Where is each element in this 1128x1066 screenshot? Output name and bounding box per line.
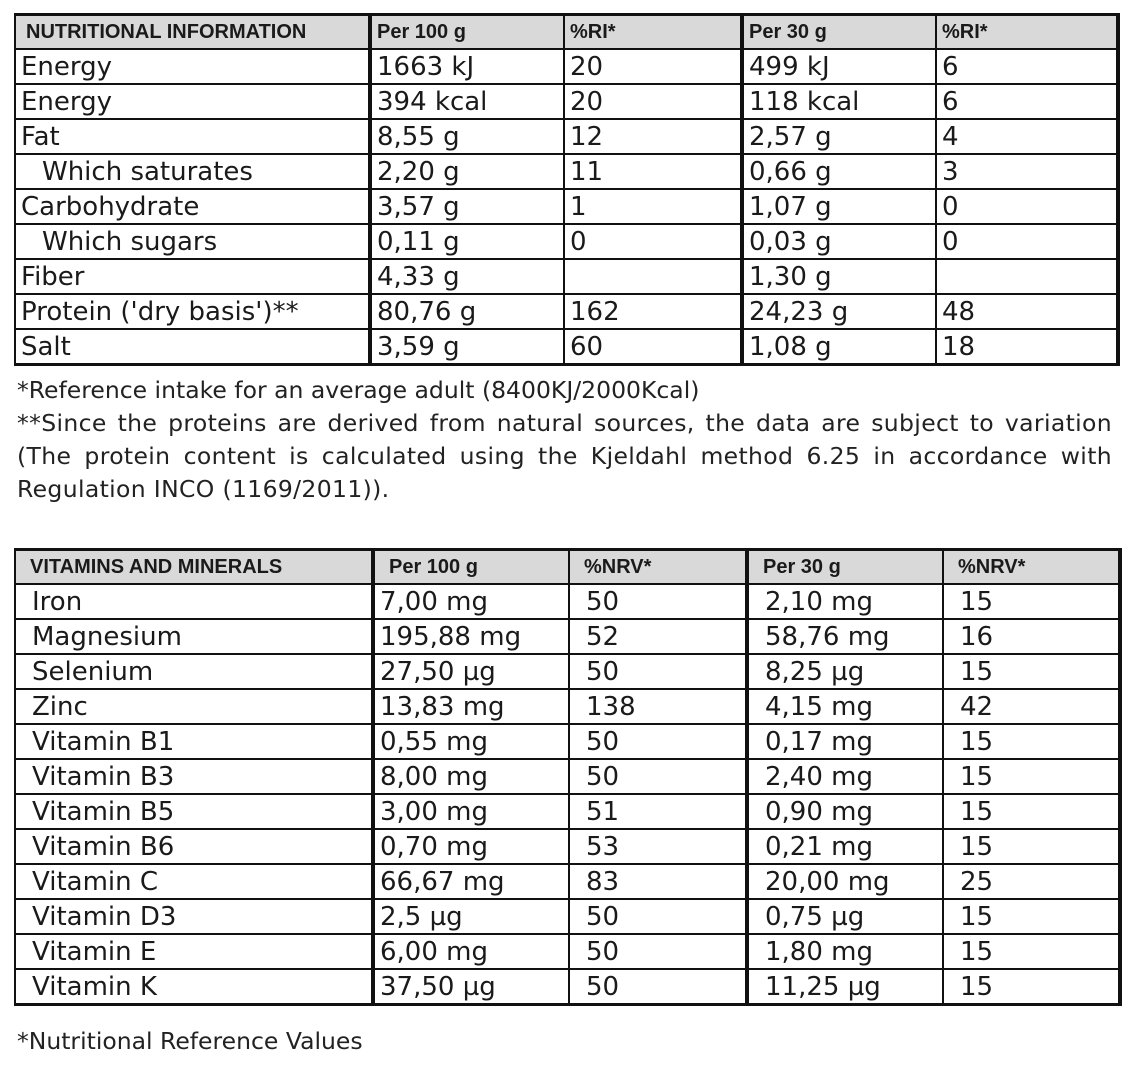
nrv100-value: 50: [569, 654, 747, 689]
ri100-value: 162: [564, 294, 742, 329]
ri30-value: 48: [936, 294, 1118, 329]
per100-value: 80,76 g: [370, 294, 564, 329]
per100-value: 0,55 mg: [373, 724, 569, 759]
ri100-value: 20: [564, 49, 742, 84]
ri100-value: 12: [564, 119, 742, 154]
vitamin-row: [15, 864, 1120, 899]
nrv30-value: 15: [943, 794, 1120, 829]
vitamin-row: [15, 584, 1120, 619]
nrv30-value: 42: [943, 689, 1120, 724]
nrv30-value: 15: [943, 654, 1120, 689]
nutrition-col-ri100: %RI*: [564, 15, 742, 50]
ri30-value: 6: [936, 49, 1118, 84]
per100-value: 37,50 µg: [373, 969, 569, 1005]
per100-value: 394 kcal: [370, 84, 564, 119]
ri30-value: 0: [936, 189, 1118, 224]
vitamin-label: Vitamin D3: [15, 899, 373, 934]
vitamin-label: Iron: [15, 584, 373, 619]
nrv100-value: 53: [569, 829, 747, 864]
per30-value: 499 kJ: [742, 49, 936, 84]
nutrient-label: Which sugars: [15, 224, 370, 259]
vitamin-label: Vitamin B3: [15, 759, 373, 794]
per30-value: 1,30 g: [742, 259, 936, 294]
vitamin-row: [15, 969, 1120, 1005]
per30-value: 58,76 mg: [747, 619, 943, 654]
nrv100-value: 51: [569, 794, 747, 829]
per30-value: 118 kcal: [742, 84, 936, 119]
vitamin-row: [15, 724, 1120, 759]
nrv100-value: 50: [569, 899, 747, 934]
per100-value: 66,67 mg: [373, 864, 569, 899]
vitamins-col-nrv30: %NRV*: [943, 550, 1120, 585]
per100-value: 1663 kJ: [370, 49, 564, 84]
vitamin-row: [15, 934, 1120, 969]
per100-value: 3,00 mg: [373, 794, 569, 829]
nutrient-label: Energy: [15, 49, 370, 84]
nutrient-label: Which saturates: [15, 154, 370, 189]
nrv100-value: 52: [569, 619, 747, 654]
ri100-value: 1: [564, 189, 742, 224]
nutrition-row: [15, 84, 1118, 119]
vitamin-row: [15, 829, 1120, 864]
vitamins-col-per30: Per 30 g: [747, 550, 943, 585]
nutrition-row: [15, 154, 1118, 189]
per30-value: 0,90 mg: [747, 794, 943, 829]
per30-value: 0,21 mg: [747, 829, 943, 864]
nrv100-value: 138: [569, 689, 747, 724]
nrv100-value: 83: [569, 864, 747, 899]
nutrition-title: NUTRITIONAL INFORMATION: [15, 15, 370, 50]
vitamin-label: Magnesium: [15, 619, 373, 654]
protein-note: **Since the proteins are derived from natural sources, the data are subject to variation (The protein content is calculated using the Kjeldahl method 6.25 in accordance with Regulation INCO (1169/2011)).: [17, 409, 1112, 503]
vitamin-label: Zinc: [15, 689, 373, 724]
nutrient-label: Fat: [15, 119, 370, 154]
vitamins-body: [15, 584, 1120, 1005]
vitamin-row: [15, 689, 1120, 724]
per30-value: 4,15 mg: [747, 689, 943, 724]
per30-value: 0,66 g: [742, 154, 936, 189]
per100-value: 7,00 mg: [373, 584, 569, 619]
nutrient-label: Salt: [15, 329, 370, 365]
ri30-value: 3: [936, 154, 1118, 189]
nutrition-row: [15, 49, 1118, 84]
nrv30-value: 15: [943, 724, 1120, 759]
ri30-value: 18: [936, 329, 1118, 365]
ri100-value: 60: [564, 329, 742, 365]
per30-value: 1,07 g: [742, 189, 936, 224]
vitamin-row: [15, 794, 1120, 829]
per30-value: 24,23 g: [742, 294, 936, 329]
nutrition-row: [15, 189, 1118, 224]
nrv100-value: 50: [569, 934, 747, 969]
nutrient-label: Carbohydrate: [15, 189, 370, 224]
ri100-value: 0: [564, 224, 742, 259]
per30-value: 1,80 mg: [747, 934, 943, 969]
per30-value: 2,40 mg: [747, 759, 943, 794]
per100-value: 27,50 µg: [373, 654, 569, 689]
vitamins-table: [14, 548, 1122, 1006]
vitamin-label: Vitamin C: [15, 864, 373, 899]
nrv30-value: 15: [943, 934, 1120, 969]
nutrient-label: Protein ('dry basis')**: [15, 294, 370, 329]
per100-value: 2,20 g: [370, 154, 564, 189]
nrv-note: *Nutritional Reference Values: [17, 1027, 363, 1055]
ri100-value: 20: [564, 84, 742, 119]
nrv100-value: 50: [569, 969, 747, 1005]
per100-value: 2,5 µg: [373, 899, 569, 934]
ri30-value: 0: [936, 224, 1118, 259]
vitamins-header-row: [15, 550, 1120, 585]
per100-value: 3,57 g: [370, 189, 564, 224]
per30-value: 2,10 mg: [747, 584, 943, 619]
nrv30-value: 15: [943, 584, 1120, 619]
nutrition-row: [15, 259, 1118, 294]
vitamin-label: Vitamin B5: [15, 794, 373, 829]
per100-value: 8,55 g: [370, 119, 564, 154]
per100-value: 3,59 g: [370, 329, 564, 365]
nrv30-value: 25: [943, 864, 1120, 899]
vitamin-label: Vitamin B6: [15, 829, 373, 864]
reference-intake-note: *Reference intake for an average adult (8400KJ/2000Kcal): [17, 376, 700, 404]
vitamin-row: [15, 759, 1120, 794]
ri30-value: 4: [936, 119, 1118, 154]
vitamins-title: VITAMINS AND MINERALS: [15, 550, 373, 585]
nrv100-value: 50: [569, 759, 747, 794]
per100-value: 0,11 g: [370, 224, 564, 259]
per100-value: 0,70 mg: [373, 829, 569, 864]
per30-value: 8,25 µg: [747, 654, 943, 689]
per30-value: 1,08 g: [742, 329, 936, 365]
per30-value: 11,25 µg: [747, 969, 943, 1005]
vitamin-row: [15, 619, 1120, 654]
per100-value: 8,00 mg: [373, 759, 569, 794]
nrv100-value: 50: [569, 724, 747, 759]
nutrient-label: Energy: [15, 84, 370, 119]
vitamin-row: [15, 899, 1120, 934]
nutrition-row: [15, 329, 1118, 365]
per30-value: 2,57 g: [742, 119, 936, 154]
per100-value: 6,00 mg: [373, 934, 569, 969]
nutrient-label: Fiber: [15, 259, 370, 294]
vitamin-label: Vitamin K: [15, 969, 373, 1005]
per30-value: 0,75 µg: [747, 899, 943, 934]
nutrition-header-row: [15, 15, 1118, 50]
nutrition-row: [15, 119, 1118, 154]
nrv30-value: 15: [943, 899, 1120, 934]
per30-value: 20,00 mg: [747, 864, 943, 899]
vitamin-label: Vitamin B1: [15, 724, 373, 759]
per30-value: 0,03 g: [742, 224, 936, 259]
per100-value: 4,33 g: [370, 259, 564, 294]
per30-value: 0,17 mg: [747, 724, 943, 759]
nutrition-col-per30: Per 30 g: [742, 15, 936, 50]
nutrition-col-per100: Per 100 g: [370, 15, 564, 50]
vitamins-col-per100: Per 100 g: [373, 550, 569, 585]
per100-value: 195,88 mg: [373, 619, 569, 654]
vitamin-row: [15, 654, 1120, 689]
vitamin-label: Selenium: [15, 654, 373, 689]
nutrition-body: [15, 49, 1118, 365]
per100-value: 13,83 mg: [373, 689, 569, 724]
vitamin-label: Vitamin E: [15, 934, 373, 969]
nrv30-value: 15: [943, 759, 1120, 794]
ri30-value: [936, 259, 1118, 294]
nutrition-row: [15, 224, 1118, 259]
vitamins-col-nrv100: %NRV*: [569, 550, 747, 585]
nutrition-row: [15, 294, 1118, 329]
nrv30-value: 15: [943, 969, 1120, 1005]
ri100-value: 11: [564, 154, 742, 189]
nutrition-table: [14, 13, 1120, 366]
ri100-value: [564, 259, 742, 294]
ri30-value: 6: [936, 84, 1118, 119]
nrv30-value: 15: [943, 829, 1120, 864]
nrv30-value: 16: [943, 619, 1120, 654]
nrv100-value: 50: [569, 584, 747, 619]
nutrition-col-ri30: %RI*: [936, 15, 1118, 50]
